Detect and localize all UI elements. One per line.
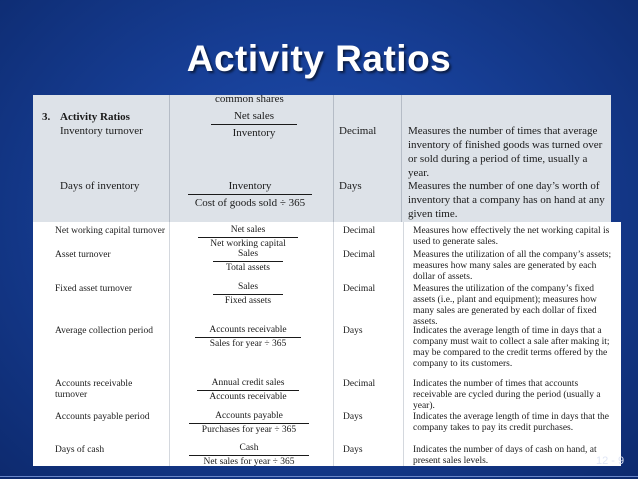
ratio-description: Indicates the average length of time in days that the company takes to pay its credit purchases.: [413, 412, 609, 433]
column-divider: [169, 222, 170, 466]
ratio-formula: [198, 225, 298, 250]
ratio-formula: [189, 443, 309, 468]
formula-numerator: Accounts payable: [215, 411, 283, 421]
ratio-description: Measures the utilization of all the company’s assets; measures how many sales are generated by each dollar of assets.: [413, 250, 612, 282]
formula-denominator: Sales for year ÷ 365: [209, 339, 287, 349]
ratio-name: Accounts receivable turnover: [55, 379, 133, 400]
formula-denominator: Purchases for year ÷ 365: [201, 425, 297, 435]
column-divider: [403, 222, 404, 466]
ratio-name: Days of inventory: [60, 180, 140, 192]
fraction-bar: [198, 237, 298, 238]
ratio-unit: Decimal: [343, 379, 376, 389]
column-divider: [401, 95, 402, 225]
ratio-name: Days of cash: [55, 445, 105, 455]
ratio-unit: Days: [343, 412, 363, 422]
formula-numerator: Net sales: [233, 110, 274, 122]
top-ratio-table: [33, 95, 611, 225]
slide-title: Activity Ratios: [186, 38, 452, 79]
ratio-formula: [213, 282, 283, 307]
ratio-unit: Decimal: [343, 284, 376, 294]
formula-numerator: Inventory: [228, 180, 272, 192]
formula-denominator: Net working capital: [210, 239, 286, 249]
ratio-formula: [189, 411, 309, 436]
section-number: 3.: [42, 111, 51, 123]
ratio-name: Accounts payable period: [55, 412, 150, 422]
formula-numerator: Net sales: [230, 225, 266, 235]
column-divider: [333, 222, 334, 466]
formula-numerator: Annual credit sales: [211, 378, 285, 388]
formula-numerator: Accounts receivable: [209, 325, 287, 335]
fraction-bar: [189, 455, 309, 456]
formula-numerator: Sales: [237, 249, 259, 259]
ratio-name: Average collection period: [55, 326, 153, 336]
ratio-unit: Decimal: [343, 226, 376, 236]
ratio-name: Asset turnover: [55, 250, 111, 260]
formula-denominator: Accounts receivable: [209, 392, 287, 402]
fraction-bar: [211, 124, 297, 125]
fraction-bar: [213, 261, 283, 262]
ratio-formula: [188, 179, 312, 210]
formula-numerator: Sales: [237, 282, 259, 292]
ratio-formula: [211, 109, 297, 140]
section-title: Activity Ratios: [60, 111, 130, 123]
ratio-description: Measures the utilization of the company’s fixed assets (i.e., plant and equipment); measures how many sales are generated by each dollar of fixed assets.: [413, 284, 597, 327]
ratio-formula: [197, 378, 299, 403]
fraction-bar: [188, 194, 312, 195]
ratio-description: Measures how effectively the net working capital is used to generate sales.: [413, 226, 610, 247]
ratio-description: Measures the number of times that average inventory of finished goods was turned over or sold during a period of time, usually a year.: [408, 125, 603, 179]
column-divider: [169, 95, 170, 225]
ratio-unit: Days: [343, 326, 363, 336]
fraction-bar: [213, 294, 283, 295]
slide-number: 12 - 9: [596, 455, 625, 467]
continuation-label: common shares: [215, 93, 284, 105]
footer-rule: [0, 476, 638, 477]
ratio-description: Indicates the number of days of cash on hand, at present sales levels.: [413, 445, 597, 466]
ratio-name: Inventory turnover: [60, 125, 143, 137]
ratio-unit: Days: [343, 445, 363, 455]
fraction-bar: [189, 423, 309, 424]
formula-numerator: Cash: [239, 443, 259, 453]
formula-denominator: Net sales for year ÷ 365: [203, 457, 295, 467]
ratio-name: Fixed asset turnover: [55, 284, 133, 294]
ratio-name: Net working capital turnover: [55, 226, 166, 236]
fraction-bar: [197, 390, 299, 391]
ratio-description: Indicates the average length of time in days that a company must wait to collect a sale after making it; may be compared to the credit terms offered by the company to its customers.: [413, 326, 610, 369]
ratio-formula: [195, 325, 301, 350]
ratio-unit: Decimal: [343, 250, 376, 260]
ratio-formula: [213, 249, 283, 274]
column-divider: [333, 95, 334, 225]
ratio-unit: Decimal: [339, 125, 377, 137]
ratio-description: Measures the number of one day’s worth of inventory that a company has on hand at any given time.: [408, 180, 605, 220]
fraction-bar: [195, 337, 301, 338]
formula-denominator: Cost of goods sold ÷ 365: [194, 197, 306, 209]
formula-denominator: Fixed assets: [224, 296, 272, 306]
formula-denominator: Inventory: [232, 127, 276, 139]
ratio-unit: Days: [339, 180, 362, 192]
ratio-description: Indicates the number of times that accounts receivable are cycled during the period (usually a year).: [413, 379, 601, 411]
formula-denominator: Total assets: [226, 263, 270, 273]
bottom-ratio-table: [33, 222, 621, 466]
